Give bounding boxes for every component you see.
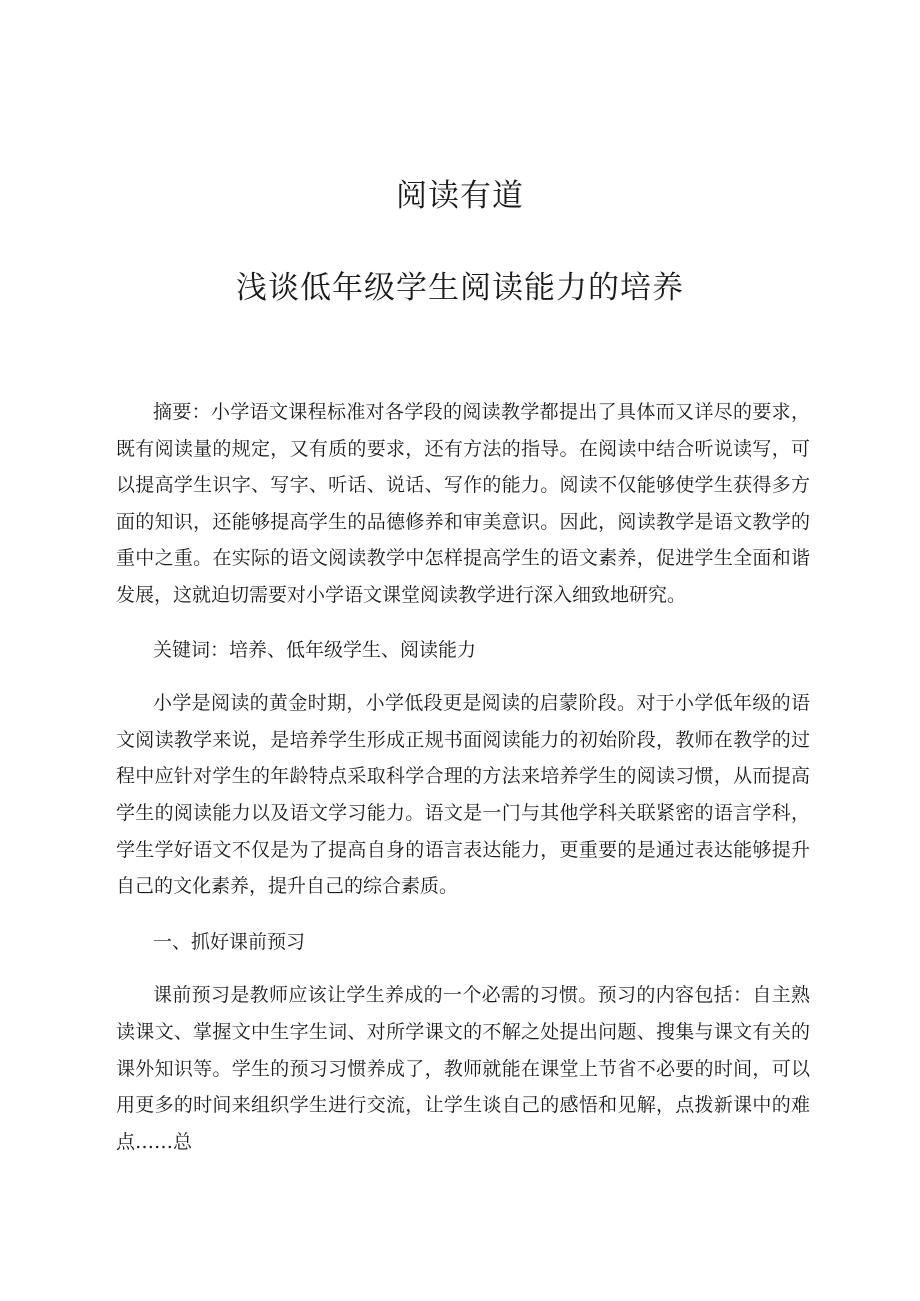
section-heading: 一、抓好课前预习 xyxy=(153,930,306,953)
document-subtitle: 浅谈低年级学生阅读能力的培养 xyxy=(236,270,684,306)
abstract-paragraph: 摘要：小学语文课程标准对各学段的阅读教学都提出了具体而又详尽的要求，既有阅读量的规定，又有质的要求，还有方法的指导。在阅读中结合听说读写，可以提高学生识字、写字、听话、说话、写作的能力。阅读不仅能够使学生获得多方面的知识，还能够提高学生的品德修养和审美意识。因此，阅读教学是语文教学的重中之重。在实际的语文阅读教学中怎样提高学生的语文素养，促进学生全面和谐发展，这就迫切需要对小学语文课堂阅读教学进行深入细致地研究。 xyxy=(116,401,810,606)
section-paragraph: 课前预习是教师应该让学生养成的一个必需的习惯。预习的内容包括：自主熟读课文、掌握文中生字生词、对所学课文的不解之处提出问题、搜集与课文有关的课外知识等。学生的预习习惯养成了，教师就能在课堂上节省不必要的时间，可以用更多的时间来组织学生进行交流，让学生谈自己的感悟和见解，点拨新课中的难点……总 xyxy=(116,984,810,1153)
keywords-paragraph: 关键词：培养、低年级学生、阅读能力 xyxy=(153,638,477,661)
intro-paragraph: 小学是阅读的黄金时期，小学低段更是阅读的启蒙阶段。对于小学低年级的语文阅读教学来说，是培养学生形成正规书面阅读能力的初始阶段，教师在教学的过程中应针对学生的年龄特点采取科学合理的方法来培养学生的阅读习惯，从而提高学生的阅读能力以及语文学习能力。语文是一门与其他学科关联紧密的语言学科，学生学好语文不仅是为了提高自身的语言表达能力，更重要的是通过表达能够提升自己的文化素养，提升自己的综合素质。 xyxy=(116,692,810,898)
document-body xyxy=(116,394,810,1179)
document-title: 阅读有道 xyxy=(396,178,524,214)
